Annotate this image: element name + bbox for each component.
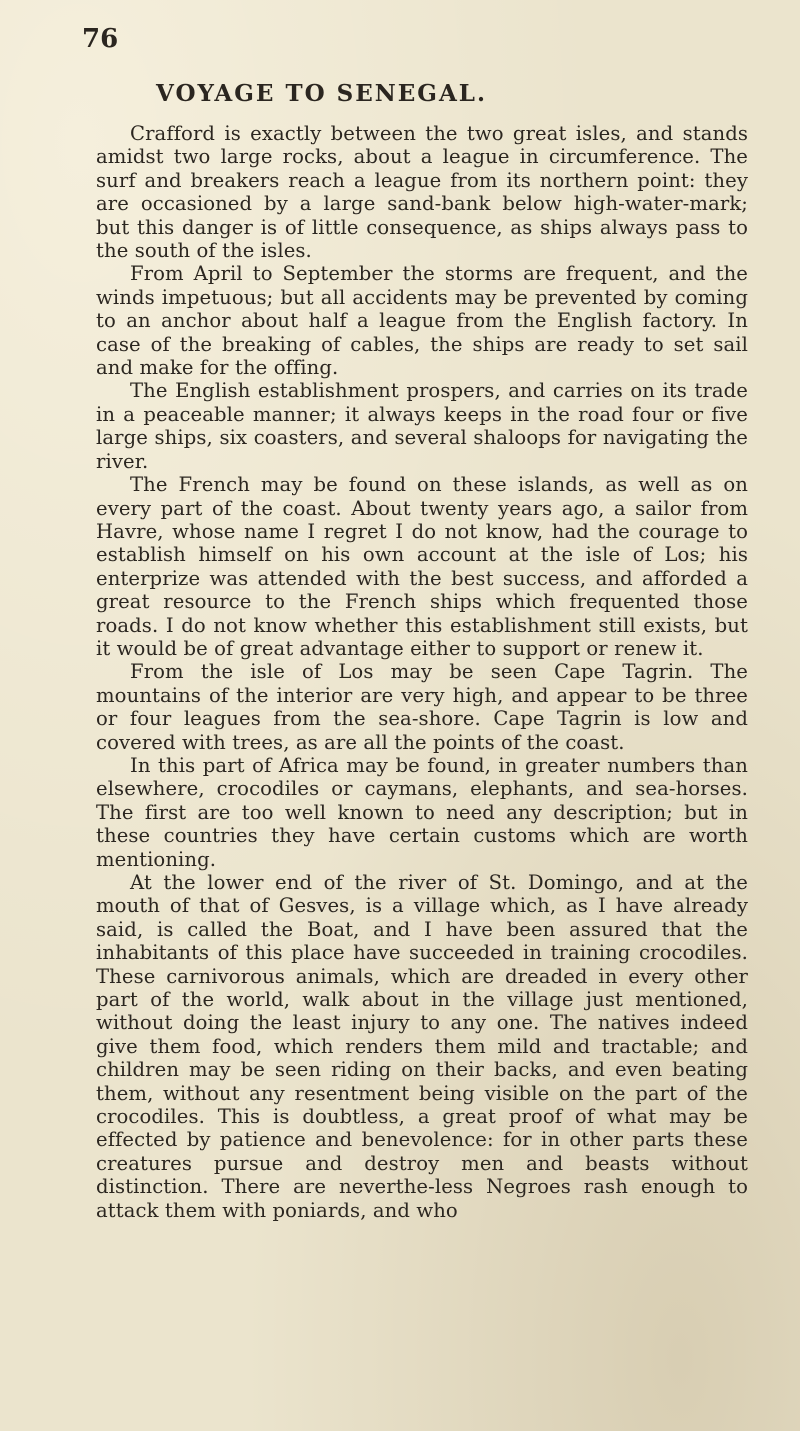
paragraph: The English establishment prospers, and carries on its trade in a peaceable manner; it always keeps in the road four or five large ships, six coasters, and several shaloops for navigating the river.	[96, 379, 748, 473]
paragraph: At the lower end of the river of St. Domingo, and at the mouth of that of Gesves, is a village which, as I have already said, is called the Boat, and I have been assured that the inhabitants of this place have succeeded in training crocodiles. These carnivorous animals, which are dreaded in every other part of the world, walk about in the village just mentioned, without doing the least injury to any one. The natives indeed give them food, which renders them mild and tractable; and children may be seen riding on their backs, and even beating them, without any resentment being visible on the part of the crocodiles. This is doubtless, a great proof of what may be effected by patience and benevolence: for in other parts these creatures pursue and destroy men and beasts without distinction. There are neverthe-less Negroes rash enough to attack them with poniards, and who	[96, 871, 748, 1222]
paragraph: The French may be found on these islands, as well as on every part of the coast. About twenty years ago, a sailor from Havre, whose name I regret I do not know, had the courage to establish himself on his own account at the isle of Los; his enterprize was attended with the best success, and afforded a great resource to the French ships which frequented those roads. I do not know whether this establishment still exists, but it would be of great advantage either to support or renew it.	[96, 473, 748, 660]
page-number: 76	[82, 24, 119, 54]
running-title: VOYAGE TO SENEGAL.	[156, 80, 487, 107]
running-head	[82, 18, 748, 107]
paragraph: From the isle of Los may be seen Cape Tagrin. The mountains of the interior are very high, and appear to be three or four leagues from the sea-shore. Cape Tagrin is low and covered with trees, as are all the points of the coast.	[96, 660, 748, 754]
paragraph: From April to September the storms are frequent, and the winds impetuous; but all accidents may be prevented by coming to an anchor about half a league from the English factory. In case of the breaking of cables, the ships are ready to set sail and make for the offing.	[96, 262, 748, 380]
paragraph: Crafford is exactly between the two great isles, and stands amidst two large rocks, about a league in circumference. The surf and breakers reach a league from its northern point: they are occasioned by a large sand-bank below high-water-mark; but this danger is of little consequence, as ships always pass to the south of the isles.	[96, 122, 748, 263]
paragraph: In this part of Africa may be found, in greater numbers than elsewhere, crocodiles or caymans, elephants, and sea-horses. The first are too well known to need any description; but in these countries they have certain customs which are worth mentioning.	[96, 753, 748, 871]
body-text	[96, 122, 748, 1222]
